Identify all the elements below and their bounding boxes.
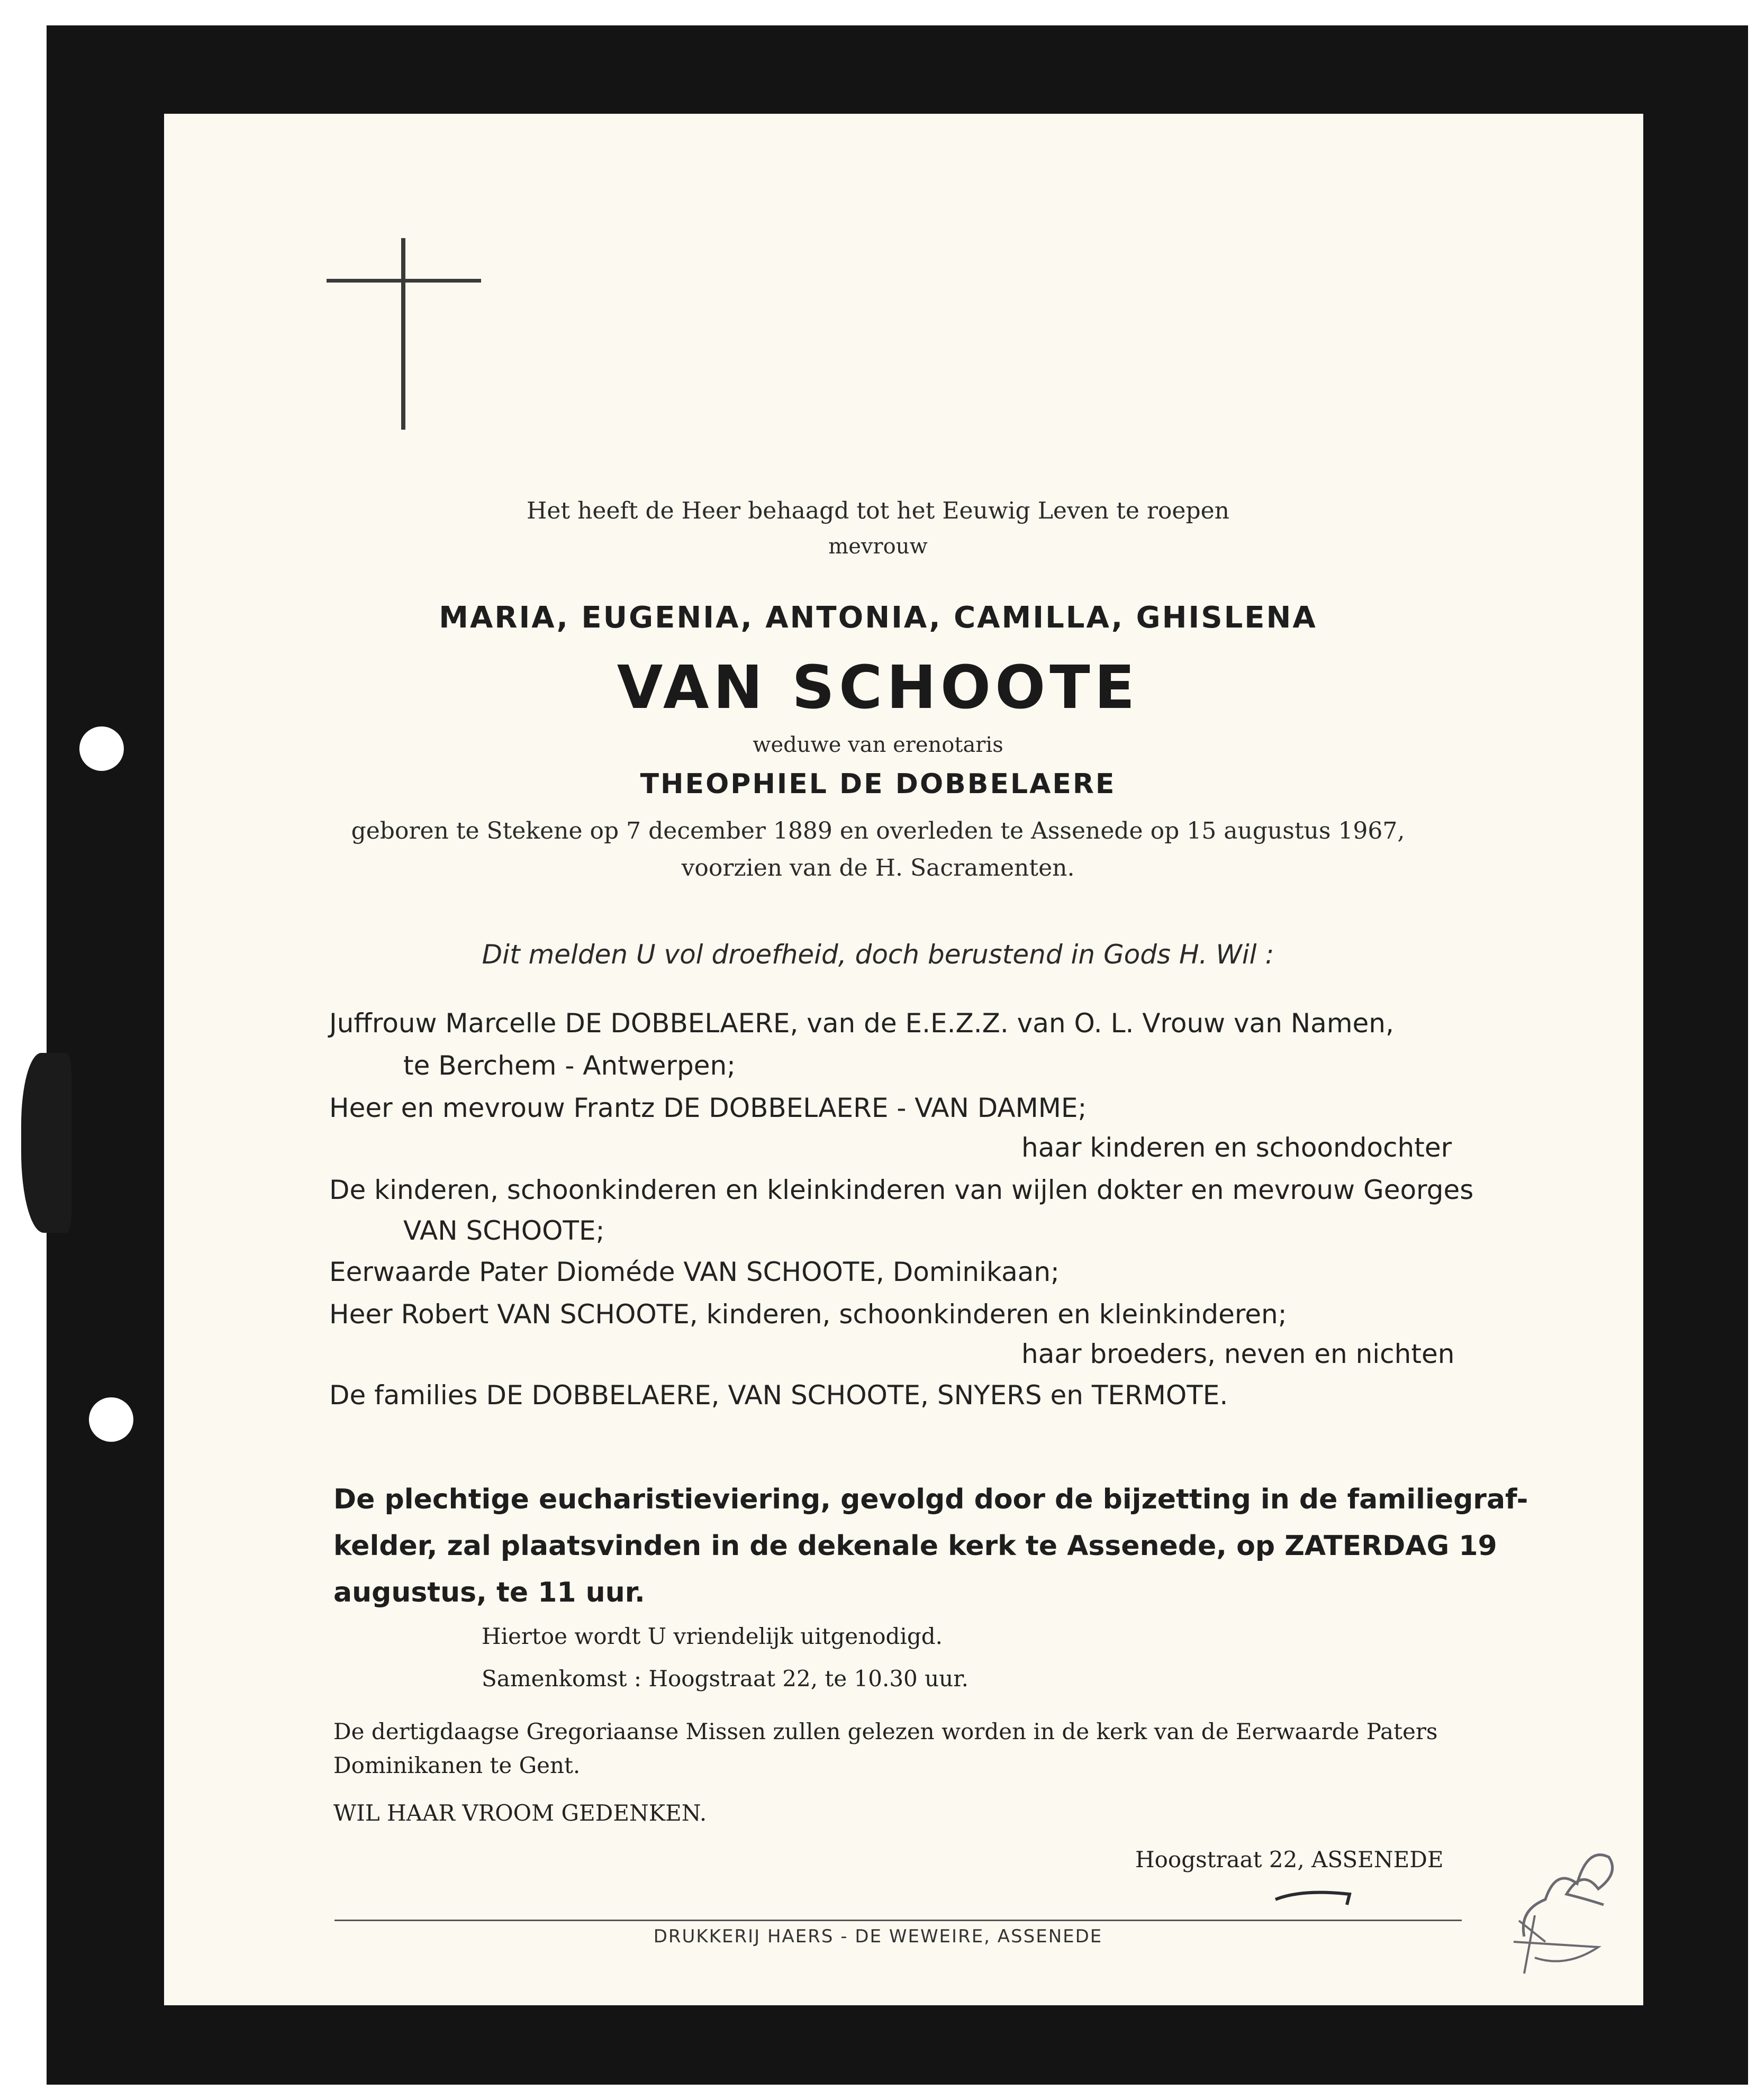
ceremony-line: kelder, zal plaatsvinden in de dekenale kerk te Assenede, op ZATERDAG 19 xyxy=(333,1530,1497,1562)
family-line: Eerwaarde Pater Dioméde VAN SCHOOTE, Dominikaan; xyxy=(329,1257,1060,1287)
family-line: haar kinderen en schoondochter xyxy=(1021,1132,1452,1163)
invitation-text: Hiertoe wordt U vriendelijk uitgenodigd. xyxy=(482,1623,943,1649)
family-line: De families DE DOBBELAERE, VAN SCHOOTE, SNYERS en TERMOTE. xyxy=(329,1380,1228,1411)
husband-name: THEOPHIEL DE DOBBELAERE xyxy=(640,768,1116,800)
family-line: De kinderen, schoonkinderen en kleinkinderen van wijlen dokter en mevrouw Georges xyxy=(329,1175,1474,1205)
address-text: Hoogstraat 22, ASSENEDE xyxy=(1135,1847,1444,1872)
masses-line: Dominikanen te Gent. xyxy=(333,1752,581,1778)
family-line: VAN SCHOOTE; xyxy=(403,1215,605,1246)
surname: VAN SCHOOTE xyxy=(617,653,1139,722)
ceremony-paragraph xyxy=(333,1476,1528,1616)
birth-death-text: geboren te Stekene op 7 december 1889 en overleden te Assenede op 15 augustus 1967, xyxy=(351,817,1405,844)
closing-text: WIL HAAR VROOM GEDENKEN. xyxy=(333,1800,707,1826)
family-line: Juffrouw Marcelle DE DOBBELAERE, van de E.E.Z.Z. van O. L. Vrouw van Namen, xyxy=(329,1008,1394,1039)
family-line: Heer en mevrouw Frantz DE DOBBELAERE - VAN DAMME; xyxy=(329,1093,1087,1123)
ceremony-line: augustus, te 11 uur. xyxy=(333,1577,645,1608)
given-names: MARIA, EUGENIA, ANTONIA, CAMILLA, GHISLENA xyxy=(439,601,1317,635)
handwritten-scribble xyxy=(1270,1836,1630,1979)
punch-hole-bottom xyxy=(89,1397,133,1442)
family-line: haar broeders, neven en nichten xyxy=(1021,1339,1455,1369)
intro-text: Het heeft de Heer behaagd tot het Eeuwig Leven te roepen xyxy=(527,497,1229,524)
title-text: mevrouw xyxy=(828,534,928,559)
sacraments-text: voorzien van de H. Sacramenten. xyxy=(681,854,1075,881)
widow-of-text: weduwe van erenotaris xyxy=(753,733,1003,757)
footer-rule xyxy=(334,1920,1462,1921)
printer-imprint: DRUKKERIJ HAERS - DE WEWEIRE, ASSENEDE xyxy=(653,1926,1103,1947)
masses-line: De dertigdaagse Gregoriaanse Missen zullen gelezen worden in de kerk van de Eerwaarde Paters xyxy=(333,1719,1438,1744)
torn-border-edge xyxy=(21,1053,71,1233)
ceremony-line: De plechtige eucharistieviering, gevolgd door de bijzetting in de familiegraf- xyxy=(333,1484,1528,1515)
announcement-text: Dit melden U vol droefheid, doch berustend in Gods H. Wil : xyxy=(482,939,1274,970)
family-line: te Berchem - Antwerpen; xyxy=(403,1050,736,1081)
meeting-text: Samenkomst : Hoogstraat 22, te 10.30 uur. xyxy=(482,1666,969,1692)
family-line: Heer Robert VAN SCHOOTE, kinderen, schoonkinderen en kleinkinderen; xyxy=(329,1299,1287,1330)
